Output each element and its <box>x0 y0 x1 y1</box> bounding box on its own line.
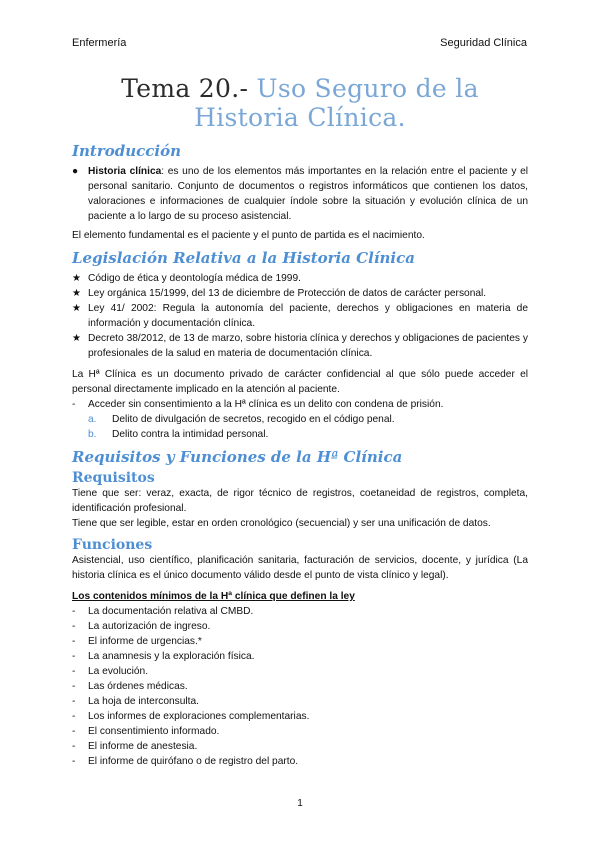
header-left: Enfermería <box>72 37 127 49</box>
list-item: - El consentimiento informado. <box>72 726 220 737</box>
paragraph: El elemento fundamental es el paciente y el punto de partida es el nacimiento. <box>72 230 425 241</box>
list-item: - La evolución. <box>72 666 149 677</box>
star-icon: ★ <box>72 333 82 344</box>
list-item: - La hoja de interconsulta. <box>72 696 200 707</box>
list-item: ★ Ley orgánica 15/1999, del 13 de diciembre de Protección de datos de carácter personal. <box>72 288 487 299</box>
list-marker: a. <box>88 414 97 425</box>
star-icon: ★ <box>72 273 82 284</box>
list-item: - El informe de quirófano o de registro del parto. <box>72 756 299 767</box>
dash-icon: - <box>72 756 76 767</box>
definition: : es uno de los elementos más importantes en la relación entre el paciente y el personal sanitario. Conjunto de documentos o registros informáticos que contienen los datos, valoraciones e informaciones de cualquier índole sobre la situación y evolución clínica de un paciente a lo largo de su proceso asistencial. <box>88 166 528 222</box>
header-right: Seguridad Clínica <box>440 37 527 49</box>
contenidos-list <box>72 604 528 769</box>
list-item: - Acceder sin consentimiento a la Hª clínica es un delito con condena de prisión. <box>72 399 444 410</box>
dash-icon: - <box>72 606 76 617</box>
list-item: - La anamnesis y la exploración física. <box>72 651 255 662</box>
list-item: ★ Ley 41/ 2002: Regula la autonomía del paciente, derechos y obligaciones en materia de información y documentación clínica. <box>72 303 528 329</box>
dash-icon: - <box>72 621 76 632</box>
dash-icon: - <box>72 711 76 722</box>
bullet-icon: ● <box>72 166 79 177</box>
list-marker: b. <box>88 429 97 440</box>
list-item: ★ Decreto 38/2012, de 13 de marzo, sobre historia clínica y derechos y obligaciones de pacientes y profesionales de la salud en materia de documentación clínica. <box>72 333 528 359</box>
contenidos-heading: Los contenidos mínimos de la Hª clínica que definen la ley <box>72 591 355 602</box>
list-item: - La documentación relativa al CMBD. <box>72 606 254 617</box>
section-heading-requisitos-funciones: Requisitos y Funciones de la Hª Clínica <box>72 448 403 466</box>
dash-icon: - <box>72 636 76 647</box>
list-item: - El informe de urgencias.* <box>72 636 202 647</box>
page-content <box>72 74 528 769</box>
section-heading-introduccion: Introducción <box>72 142 182 160</box>
term: Historia clínica <box>88 166 162 177</box>
paragraph: Tiene que ser: veraz, exacta, de rigor técnico de registros, coetaneidad de registros, completa, identificación profesional. <box>72 488 528 514</box>
section-heading-legislacion: Legislación Relativa a la Historia Clínica <box>72 249 415 267</box>
list-item: a. Delito de divulgación de secretos, recogido en el código penal. <box>88 414 395 425</box>
paragraph: Asistencial, uso científico, planificación sanitaria, facturación de servicios, docente, y jurídica (La historia clínica es el único documento válido desde el punto de vista clínico y legal). <box>72 555 528 581</box>
star-icon: ★ <box>72 288 82 299</box>
list-item: - Las órdenes médicas. <box>72 681 188 692</box>
page-title <box>72 74 528 132</box>
dash-icon: - <box>72 666 76 677</box>
dash-icon: - <box>72 741 76 752</box>
subheading-funciones: Funciones <box>72 537 153 553</box>
subheading-requisitos: Requisitos <box>72 470 155 486</box>
page-number: 1 <box>297 798 303 809</box>
dash-icon: - <box>72 726 76 737</box>
dash-icon: - <box>72 681 76 692</box>
dash-icon: - <box>72 399 76 410</box>
list-item: - El informe de anestesia. <box>72 741 198 752</box>
list-item: b. Delito contra la intimidad personal. <box>88 429 269 440</box>
title-text: Uso Seguro de la Historia Clínica. <box>194 74 479 132</box>
paragraph: La Hª Clínica es un documento privado de carácter confidencial al que sólo puede acceder el personal directamente implicado en la atención al paciente. <box>72 369 528 395</box>
list-item: - La autorización de ingreso. <box>72 621 211 632</box>
list-item <box>72 164 528 224</box>
title-number: Tema 20.- <box>121 74 257 103</box>
star-icon: ★ <box>72 303 82 314</box>
list-item: ★ Código de ética y deontología médica de 1999. <box>72 273 301 284</box>
list-item: - Los informes de exploraciones complementarias. <box>72 711 310 722</box>
dash-icon: - <box>72 651 76 662</box>
paragraph: Tiene que ser legible, estar en orden cronológico (secuencial) y ser una unificación de datos. <box>72 518 491 529</box>
dash-icon: - <box>72 696 76 707</box>
